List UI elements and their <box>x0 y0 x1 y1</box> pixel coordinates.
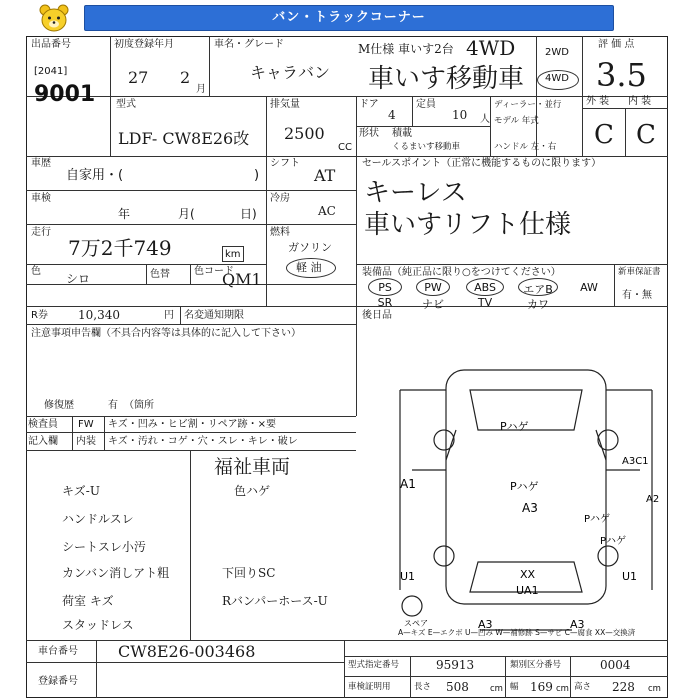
color-code: QM1 <box>222 270 262 289</box>
r-ticket-label: R券 <box>31 310 48 321</box>
lot-number: 9001 <box>34 82 96 107</box>
name-change-label: 名変通知期限 <box>184 310 244 321</box>
width-label: 幅 <box>510 682 519 692</box>
color: シロ <box>66 272 91 286</box>
registration-label: 登録番号 <box>38 676 78 687</box>
equip-leather: カワ <box>527 298 549 311</box>
interior-label: 内 装 <box>628 96 652 107</box>
note-bumper: Rバンパーホース-U <box>222 594 328 608</box>
reg-year: 27 <box>128 68 149 87</box>
capacity: 10 <box>452 108 468 122</box>
yen-unit: 円 <box>164 310 174 321</box>
color-label: 色 <box>31 266 41 277</box>
damage-mark: A3C1 <box>622 456 649 467</box>
equip-airbag: エアB <box>523 283 553 296</box>
damage-mark: A3 <box>570 618 585 631</box>
lot-label: 出品番号 <box>31 39 71 50</box>
displacement: 2500 <box>284 124 325 143</box>
equip-abs-circle <box>466 278 504 296</box>
reg-month: 2 <box>180 68 191 87</box>
ac-label: 冷房 <box>270 193 290 204</box>
height-label: 高さ <box>574 682 592 692</box>
sales-point-1: キーレス <box>364 178 467 208</box>
equip-pw-circle <box>416 278 450 296</box>
car-name: キャラバン <box>250 63 331 82</box>
note-cargo: 荷室 キズ <box>62 594 114 608</box>
displacement-label: 排気量 <box>270 99 300 110</box>
shift: AT <box>314 166 336 185</box>
damage-mark: A3 <box>522 501 538 515</box>
first-reg-label: 初度登録年月 <box>114 39 174 50</box>
inspection-label: 車検 <box>31 193 51 204</box>
damage-mark: Pハゲ <box>510 480 539 493</box>
notes-label: 注意事項申告欄（不具合内容等は具体的に記入して下さい） <box>31 328 301 339</box>
inspection-day: 日) <box>240 207 257 221</box>
color-code-label: 色コード <box>194 266 234 277</box>
equip-pw: PW <box>424 281 442 294</box>
length-unit: cm <box>490 684 503 694</box>
model-label: 型式 <box>116 99 136 110</box>
height: 228 <box>612 680 635 694</box>
grade-note: M仕様 車いす2台 <box>358 42 454 56</box>
bear-mascot-icon <box>38 3 70 33</box>
type-cert-label: 型式指定番号 <box>348 660 400 670</box>
equip-abs: ABS <box>474 281 496 294</box>
dealer-label: ディーラー・並行 <box>494 100 562 110</box>
type-cert: 95913 <box>436 658 475 672</box>
warranty-label: 新車保証書 <box>618 267 661 277</box>
inspection-month: 月( <box>178 207 195 221</box>
banner-title: バン・トラックコーナー <box>84 5 614 31</box>
sales-label: セールスポイント（正常に機能するものに限ります） <box>362 158 602 169</box>
repair-has: 有 <box>108 400 118 411</box>
km-unit: km <box>225 249 241 260</box>
ac: AC <box>318 204 336 218</box>
damage-mark: Pハゲ <box>584 514 611 525</box>
doors-label: ドア <box>359 99 379 110</box>
equip-navi: ナビ <box>422 298 444 311</box>
damage-mark: A2 <box>646 494 660 505</box>
note-sign: カンバン消しアト粗 <box>62 566 170 580</box>
length: 508 <box>446 680 469 694</box>
damage-mark: U1 <box>400 570 416 583</box>
mileage: 7万2千749 <box>68 236 172 260</box>
history-label: 車歴 <box>31 158 51 169</box>
class-number: 0004 <box>600 658 631 672</box>
damage-mark: UA1 <box>516 584 539 597</box>
note-paint-peel: 色ハゲ <box>234 484 271 498</box>
class-label: 類別区分番号 <box>510 660 562 670</box>
load-label: 積載 <box>392 128 412 139</box>
drive-handwritten: 4WD <box>466 36 516 60</box>
r-ticket: 10,340 <box>78 308 120 322</box>
interior-grade: C <box>636 120 656 150</box>
fuel-label: 燃料 <box>270 227 290 238</box>
chassis-number: CW8E26-003468 <box>118 642 256 661</box>
shape-label: 形状 <box>359 128 379 139</box>
load: くるまいす移動車 <box>392 142 461 152</box>
damage-mark: U1 <box>622 570 638 583</box>
damage-mark: XX <box>520 568 536 581</box>
history: 自家用・( <box>66 168 124 183</box>
height-unit: cm <box>648 684 661 694</box>
vehicle-damage-diagram <box>360 330 666 640</box>
model: LDF- CW8E26改 <box>118 129 250 148</box>
equip-ps: PS <box>378 281 392 294</box>
exterior-label: 外 装 <box>586 96 610 107</box>
grade-main: 車いす移動車 <box>368 64 525 94</box>
note-underbody: 下回りSC <box>222 566 276 580</box>
width-unit: cm <box>556 684 569 694</box>
equip-tv: TV <box>477 296 493 309</box>
score: 3.5 <box>596 56 647 94</box>
reg-cert-label: 車検証明用 <box>348 682 391 692</box>
note-welfare: 福祉車両 <box>214 456 291 478</box>
equip-sr: SR <box>377 296 393 309</box>
color-change-label: 色替 <box>150 269 170 280</box>
equip-ps-circle <box>368 278 402 296</box>
fuel-gasoline: ガソリン <box>288 241 332 254</box>
warranty: 有・無 <box>622 290 652 301</box>
handle-label: ハンドル 左・右 <box>494 142 557 152</box>
entry-label: 記入欄 <box>28 436 58 447</box>
after-items-label: 後日品 <box>362 310 392 321</box>
damage-mark: Pハゲ <box>600 536 627 547</box>
inspection-year: 年 <box>118 207 131 221</box>
banner <box>0 0 700 36</box>
lot-code: [2041] <box>34 66 68 77</box>
mileage-label: 走行 <box>31 227 51 238</box>
equip-airbag-circle <box>518 278 558 296</box>
repair-spots: （箇所 <box>124 400 154 411</box>
sales-point-2: 車いすリフト仕様 <box>364 210 571 240</box>
car-name-label: 車名・グレード <box>214 39 284 50</box>
shift-label: シフト <box>270 158 300 169</box>
fuel-diesel: 軽 油 <box>296 261 322 274</box>
drive-2wd: 2WD <box>545 47 569 58</box>
note-seat: シートスレ小汚 <box>62 540 146 554</box>
cc-unit: CC <box>338 142 352 153</box>
doors: 4 <box>388 108 396 122</box>
damage-mark: A3 <box>478 618 493 631</box>
chassis-label: 車台番号 <box>38 646 78 657</box>
capacity-label: 定員 <box>416 99 436 110</box>
history-close: ) <box>254 168 260 183</box>
note-scratch: キズ-U <box>62 484 100 498</box>
length-label: 長さ <box>414 682 432 692</box>
spare-label: スペア <box>404 619 428 628</box>
width: 169 <box>530 680 553 694</box>
score-label: 評 価 点 <box>598 39 635 50</box>
damage-legend: A—キズ E—エクボ U—凹み W—補修跡 S—サビ C—腐食 XX—交換済 <box>398 628 636 637</box>
equip-aw: AW <box>580 281 598 294</box>
drive-4wd: 4WD <box>545 73 569 84</box>
damage-mark: A1 <box>400 477 416 491</box>
repair-label: 修復歴 <box>44 400 74 411</box>
note-studless: スタッドレス <box>62 618 134 632</box>
person-unit: 人 <box>480 114 490 125</box>
exterior-grade: C <box>594 120 614 150</box>
model-year-label: モデル 年式 <box>494 116 539 126</box>
damage-mark: Pハゲ <box>500 420 529 433</box>
fw-items: キズ・凹み・ヒビ割・リペア跡・×要 <box>108 419 276 430</box>
damage-marks <box>400 420 659 631</box>
interior-tag: 内装 <box>76 436 96 447</box>
month-unit: 月 <box>196 84 206 95</box>
note-handle: ハンドルスレ <box>62 512 134 526</box>
inspector-label: 検査員 <box>28 419 58 430</box>
interior-items: キズ・汚れ・コゲ・穴・スレ・キレ・破レ <box>108 436 298 447</box>
equipment-label: 装備品（純正品に限り○をつけてください） <box>362 267 561 278</box>
fw-tag: FW <box>78 419 94 430</box>
